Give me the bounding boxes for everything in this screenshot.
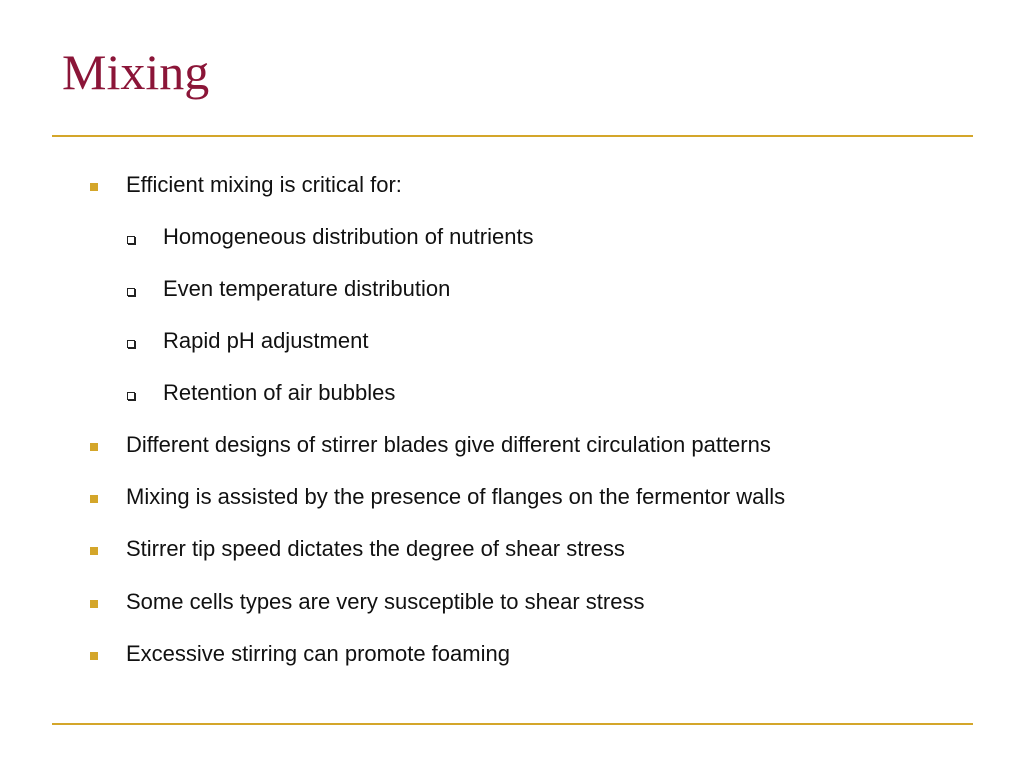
bullet-item: Mixing is assisted by the presence of flanges on the fermentor walls bbox=[126, 484, 786, 509]
square-bullet-icon bbox=[90, 652, 98, 660]
hollow-square-bullet-icon bbox=[127, 340, 135, 348]
hollow-square-bullet-icon bbox=[127, 288, 135, 296]
sub-bullet-item: Homogeneous distribution of nutrients bbox=[163, 224, 534, 249]
footer-divider-line bbox=[52, 723, 973, 725]
bullet-item: Efficient mixing is critical for: bbox=[126, 172, 402, 197]
square-bullet-icon bbox=[90, 183, 98, 191]
bullet-item: Excessive stirring can promote foaming bbox=[126, 641, 510, 666]
hollow-square-bullet-icon bbox=[127, 236, 135, 244]
square-bullet-icon bbox=[90, 600, 98, 608]
sub-bullet-item: Even temperature distribution bbox=[163, 276, 451, 301]
sub-bullet-item: Rapid pH adjustment bbox=[163, 328, 369, 353]
bullet-item: Different designs of stirrer blades give different circulation patterns bbox=[126, 432, 771, 457]
square-bullet-icon bbox=[90, 495, 98, 503]
square-bullet-icon bbox=[90, 443, 98, 451]
square-bullet-icon bbox=[90, 547, 98, 555]
slide-title: Mixing bbox=[62, 44, 210, 100]
hollow-square-bullet-icon bbox=[127, 392, 135, 400]
bullet-item: Some cells types are very susceptible to shear stress bbox=[126, 589, 645, 614]
sub-bullet-item: Retention of air bubbles bbox=[163, 380, 396, 405]
bullet-item: Stirrer tip speed dictates the degree of shear stress bbox=[126, 536, 625, 561]
